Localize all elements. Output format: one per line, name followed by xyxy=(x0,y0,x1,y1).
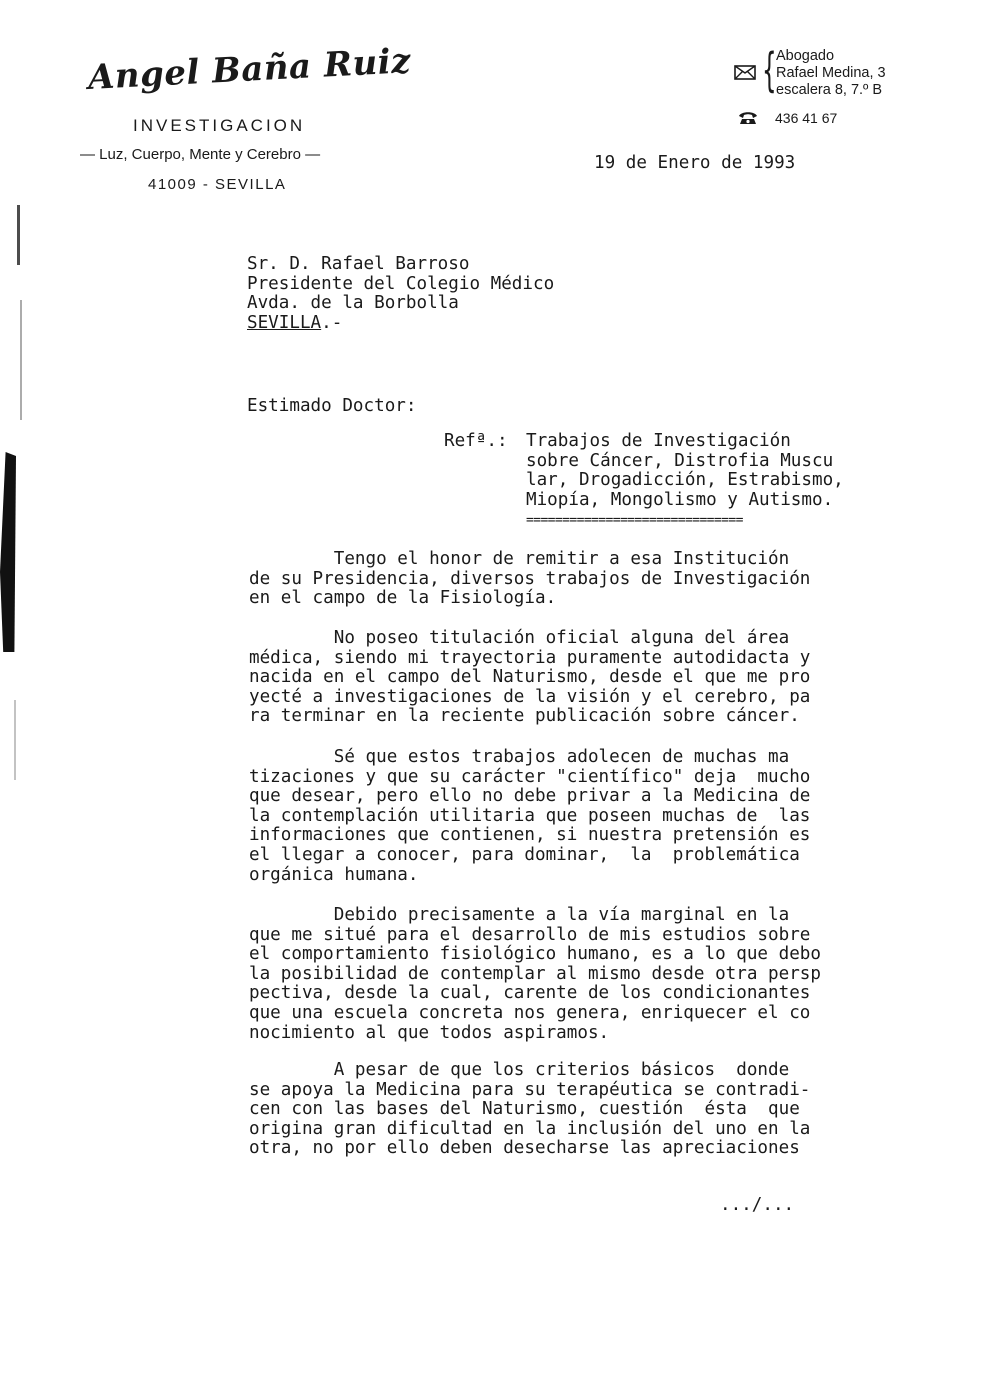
paragraph-5 xyxy=(249,1061,810,1159)
envelope-icon xyxy=(734,65,756,80)
text-line: la posibilidad de contemplar al mismo desde otra persp xyxy=(249,963,821,984)
reference-line: Trabajos de Investigación xyxy=(526,431,791,451)
text-line: se apoya la Medicina para su terapéutica se contradi- xyxy=(249,1079,811,1100)
telephone-icon xyxy=(738,111,758,125)
text-line: ra terminar en la reciente publicación sobre cáncer. xyxy=(249,706,800,727)
text-line: el comportamiento fisiológico humano, es a lo que debo xyxy=(249,944,821,965)
text-line: pectiva, desde la cual, carente de los condicionantes xyxy=(249,983,811,1004)
recipient-address xyxy=(247,255,554,333)
text-line: nocimiento al que todos aspiramos. xyxy=(249,1022,610,1043)
reference-rule: ============================== xyxy=(526,513,743,528)
text-line: la contemplación utilitaria que poseen muchas de las xyxy=(249,805,811,826)
contact-street: Rafael Medina, 3 xyxy=(776,65,886,81)
text-line: nacida en el campo del Naturismo, desde el que me pro xyxy=(249,667,811,688)
text-line: en el campo de la Fisiología. xyxy=(249,588,557,609)
scan-edge-mark xyxy=(0,452,16,652)
text-line: otra, no por ello deben desecharse las apreciaciones xyxy=(249,1138,800,1159)
contact-brace: { xyxy=(762,43,777,97)
text-line: orgánica humana. xyxy=(249,864,419,885)
text-line: No poseo titulación oficial alguna del área xyxy=(249,628,790,648)
reference-label: Refª.: xyxy=(444,431,508,451)
reference-subject xyxy=(526,432,844,510)
contact-address xyxy=(776,48,886,99)
letterhead-city: 41009 - SEVILLA xyxy=(148,176,287,193)
text-line: el llegar a conocer, para dominar, la problemática xyxy=(249,844,800,865)
text-line: tizaciones y que su carácter "científico" deja mucho xyxy=(249,766,811,787)
reference-line: lar, Drogadicción, Estrabismo, xyxy=(526,470,844,491)
reference-line: Miopía, Mongolismo y Autismo. xyxy=(526,489,834,510)
contact-unit: escalera 8, 7.º B xyxy=(776,82,883,98)
recipient-line: Sr. D. Rafael Barroso xyxy=(247,254,470,274)
contact-phone: 436 41 67 xyxy=(775,110,838,126)
text-line: cen con las bases del Naturismo, cuestión ésta que xyxy=(249,1099,800,1120)
salutation: Estimado Doctor: xyxy=(247,396,417,416)
scan-edge-mark xyxy=(17,205,20,265)
letterhead-title: INVESTIGACION xyxy=(133,116,306,135)
recipient-city-suffix: .- xyxy=(321,312,343,333)
text-line: Tengo el honor de remitir a esa Institución xyxy=(249,549,790,569)
paragraph-3 xyxy=(249,748,810,885)
recipient-city-line xyxy=(247,314,554,334)
paragraph-1 xyxy=(249,550,810,609)
text-line: médica, siendo mi trayectoria puramente autodidacta y xyxy=(249,647,811,668)
recipient-city: SEVILLA xyxy=(247,312,322,333)
scan-edge-mark xyxy=(14,700,16,780)
recipient-line: Avda. de la Borbolla xyxy=(247,293,459,314)
scan-edge-mark xyxy=(20,300,22,420)
letterhead-tagline: — Luz, Cuerpo, Mente y Cerebro — xyxy=(80,146,321,163)
text-line: A pesar de que los criterios básicos donde xyxy=(249,1060,790,1080)
text-line: origina gran dificultad en la inclusión del uno en la xyxy=(249,1118,811,1139)
text-line: Sé que estos trabajos adolecen de muchas ma xyxy=(249,747,790,767)
text-line: que desear, pero ello no debe privar a la Medicina de xyxy=(249,786,811,807)
paragraph-4 xyxy=(249,906,821,1043)
text-line: que una escuela concreta nos genera, enriquecer el co xyxy=(249,1002,811,1023)
contact-profession: Abogado xyxy=(776,48,835,64)
letterhead-name: Angel Baña Ruiz xyxy=(86,41,412,98)
recipient-line: Presidente del Colegio Médico xyxy=(247,273,555,294)
text-line: Debido precisamente a la vía marginal en la xyxy=(249,905,790,925)
continuation-marker: .../... xyxy=(720,1195,795,1215)
reference-line: sobre Cáncer, Distrofia Muscu xyxy=(526,450,834,471)
text-line: informaciones que contienen, si nuestra pretensión es xyxy=(249,825,811,846)
text-line: que me situé para el desarrollo de mis estudios sobre xyxy=(249,924,811,945)
text-line: de su Presidencia, diversos trabajos de Investigación xyxy=(249,568,811,589)
paragraph-2 xyxy=(249,629,810,727)
letter-date: 19 de Enero de 1993 xyxy=(594,153,796,173)
text-line: yecté a investigaciones de la visión y el cerebro, pa xyxy=(249,686,811,707)
